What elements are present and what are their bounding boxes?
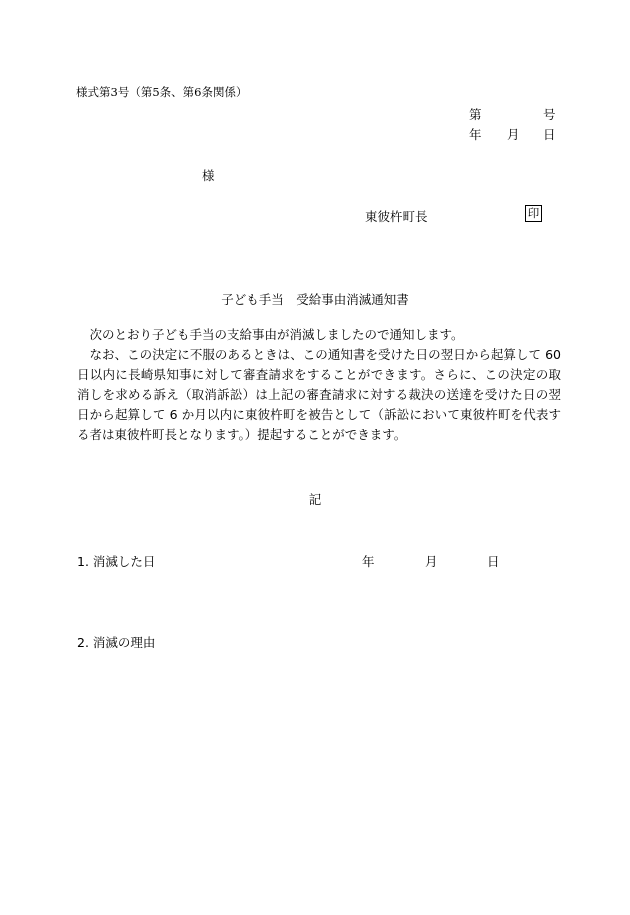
form-label: 様式第3号（第5条、第6条関係） [76, 85, 248, 99]
item-1-day-label: 日 [487, 554, 500, 569]
date-day-label: 日 [543, 127, 556, 142]
recipient-honorific: 様 [202, 168, 215, 183]
body-paragraph-notice: 次のとおり子ども手当の支給事由が消滅しましたので通知します。 [89, 327, 464, 342]
document-number-suffix: 号 [543, 107, 556, 122]
note-heading: 記 [308, 492, 322, 507]
date-year-label: 年 [469, 127, 482, 142]
seal-box: 印 [525, 205, 542, 222]
body-text [77, 325, 561, 445]
document-number-label: 第 [469, 107, 482, 122]
item-2-label: 2. 消滅の理由 [77, 635, 156, 650]
body-paragraph-appeal: なお、この決定に不服のあるときは、この通知書を受けた日の翌日から起算して 60日以内に長崎県知事に対して審査請求をすることができます。さらに、この決定の取消しを求める訴え（取消訴訟）は上記の審査請求に対する裁決の送達を受けた日の翌日から起算して 6 か月以内に東彼杵町を被告として（訴訟において東彼杵町を代表する者は東彼杵町長となります。）提起することができます。 [77, 347, 561, 442]
document-title: 子ども手当 受給事由消滅通知書 [221, 292, 409, 307]
sender-title: 東彼杵町長 [365, 209, 428, 224]
item-1-year-label: 年 [362, 554, 375, 569]
item-1-label: 1. 消滅した日 [77, 554, 156, 569]
item-1-month-label: 月 [425, 554, 438, 569]
date-month-label: 月 [507, 127, 520, 142]
